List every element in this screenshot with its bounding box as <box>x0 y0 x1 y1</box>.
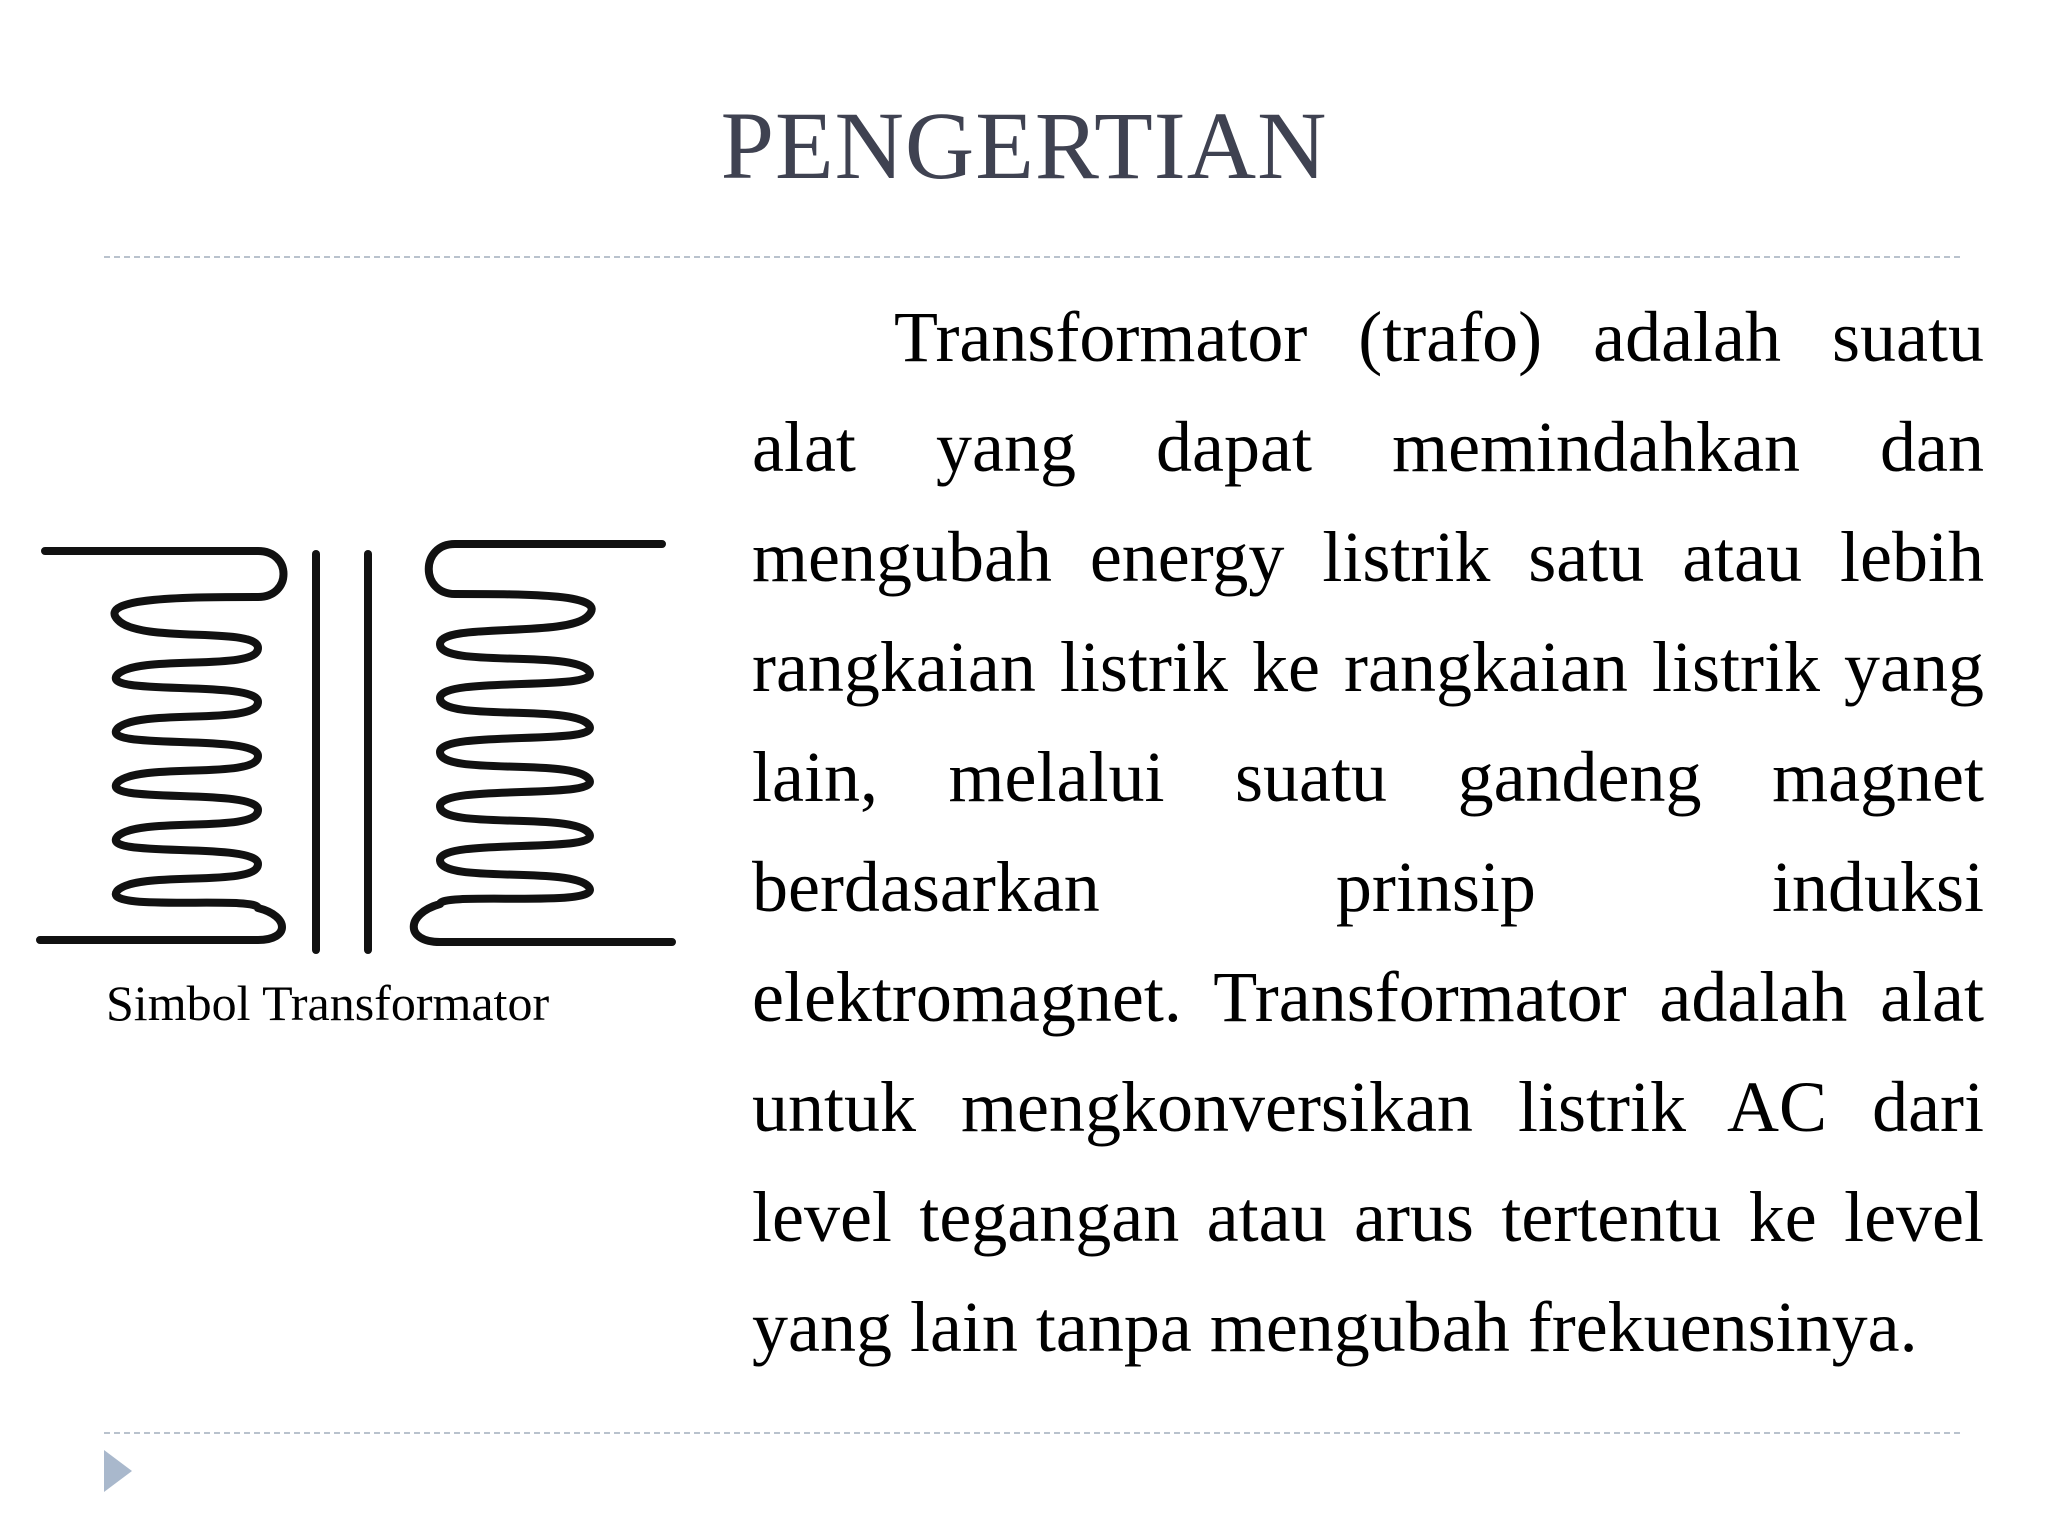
title-divider <box>104 256 1960 258</box>
slide-title: PENGERTIAN <box>720 92 1328 199</box>
footer-divider <box>104 1432 1960 1434</box>
transformer-symbol-icon <box>0 504 688 964</box>
play-arrow-icon[interactable] <box>104 1450 132 1492</box>
figure-caption: Simbol Transformator <box>106 975 550 1031</box>
definition-paragraph: Transformator (trafo) adalah suatu alat yang dapat memindahkan dan mengubah energy listrik satu atau lebih rangkaian listrik ke rangkaian listrik yang lain, melalui suatu gandeng magnet berdasarkan prinsip induksi elektromagnet. Transformator adalah alat untuk mengkonversikan listrik AC dari level tegangan atau arus tertentu ke level yang lain tanpa mengubah frekuensinya. <box>752 297 1984 1367</box>
